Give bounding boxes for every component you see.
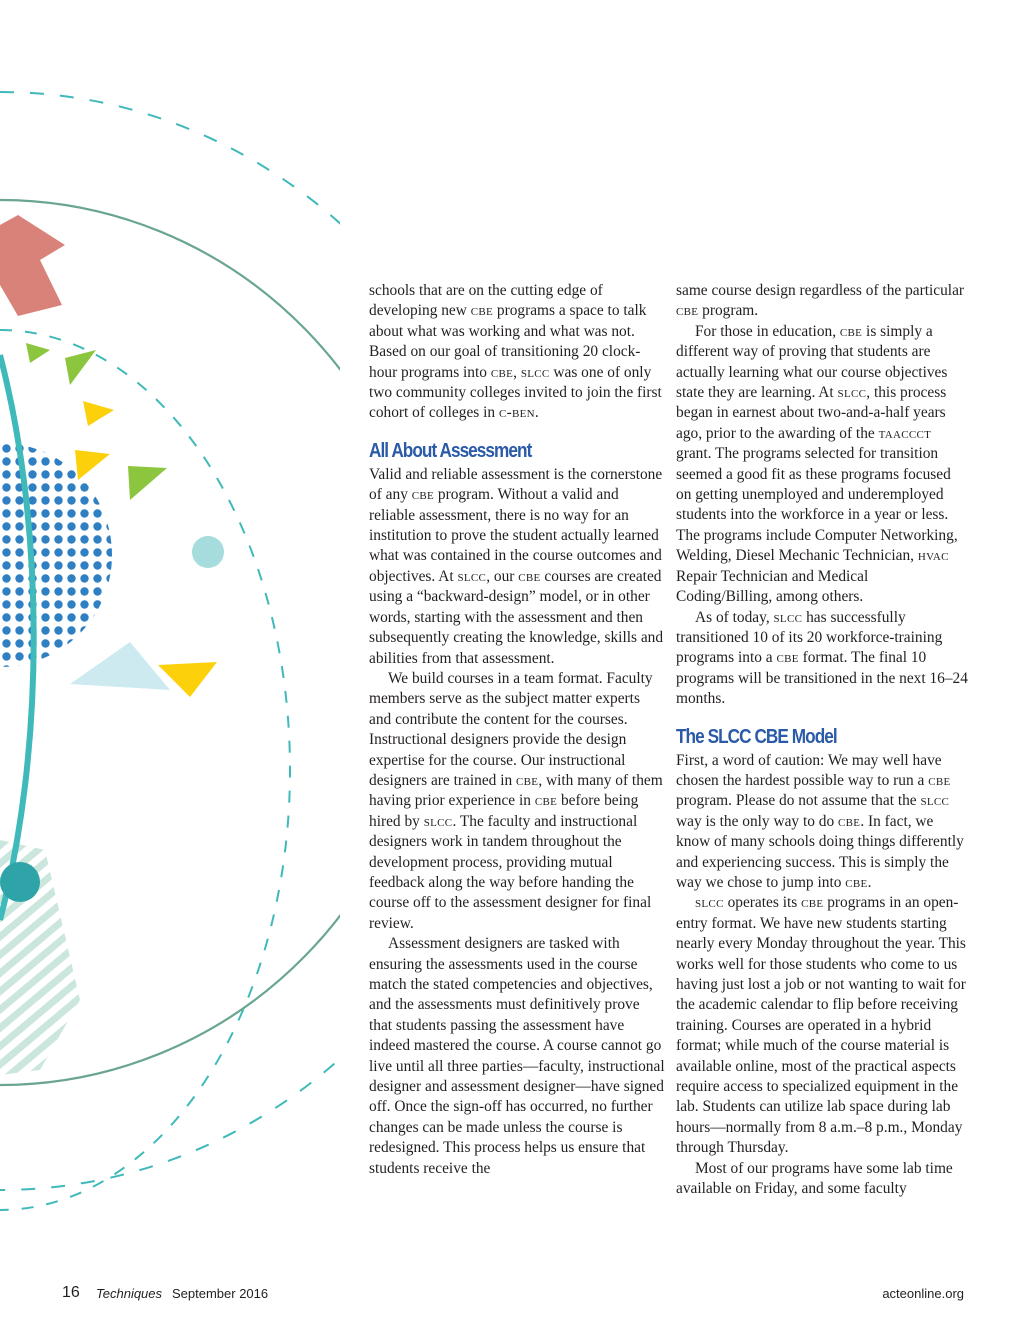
- paragraph: For those in education, cbe is simply a different way of proving that students are actually learning what our course objectives state they are learning. At slcc, this process began in earnest about two-and-a-half years ago, prior to the awarding of the taaccct grant. The programs selected for transition seemed a good fit as these programs focused on getting unemployed and underemployed students into the workforce in a year or less. The programs include Computer Networking, Welding, Diesel Mechanic Technician, hvac Repair Technician and Medical Coding/Billing, among others.: [676, 322, 958, 606]
- section-heading: All About Assessment: [369, 439, 532, 462]
- article-column-right: [676, 281, 968, 1199]
- article-column-left: [369, 281, 665, 1179]
- magazine-title: Techniques: [96, 1286, 163, 1301]
- teal-dot: [0, 862, 40, 902]
- yellow-triangle: [158, 662, 217, 697]
- decorative-illustration: [0, 0, 340, 1220]
- yellow-triangle: [83, 401, 114, 426]
- issue-date: September 2016: [172, 1286, 269, 1301]
- aqua-dot: [192, 536, 224, 568]
- paragraph: Most of our programs have some lab time available on Friday, and some faculty: [676, 1159, 953, 1198]
- paragraph: Assessment designers are tasked with ensuring the assessments used in the course match the stated competencies and objectives, and the assessments must definitively prove that students passing the assessment have indeed mastered the course. A course cannot go live until all three parties—faculty, instructional designer and assessment designer—have signed off. Once the sign-off has occurred, no further changes can be made unless the course is redesigned. This process helps us ensure that students receive the: [369, 935, 665, 1177]
- paragraph: Valid and reliable assessment is the cornerstone of any cbe program. Without a valid and reliable assessment, there is no way for an institution to prove the student actually learned what was contained in the course outcomes and objectives. At slcc, our cbe courses are created using a “backward-design” model, or in other words, starting with the assessment and then subsequently creating the knowledge, skills and abilities from that assessment.: [369, 465, 664, 667]
- paragraph: slcc operates its cbe programs in an open-entry format. We have new students starting nearly every Monday throughout the year. This works well for those students who come to us having just lost a job or not wanting to wait for the academic calendar to flip before receiving training. Courses are operated in a hybrid format; while much of the course material is available online, most of the practical aspects require access to specialized equipment in the lab. Students can utilize lab space during lab hours—normally from 8 a.m.–8 p.m., Monday through Thursday.: [676, 894, 966, 1157]
- light-blue-triangle: [70, 642, 170, 690]
- lime-triangle: [128, 466, 167, 500]
- paragraph: First, a word of caution: We may well have chosen the hardest possible way to run a cbe program. Please do not assume that the slcc way is the only way to do cbe. In fact, we know of many schools doing things differently and experiencing success. This is simply the way we chose to jump into cbe.: [676, 751, 964, 891]
- dotted-disk: [0, 440, 115, 675]
- paragraph: same course design regardless of the particular cbe program.: [676, 282, 965, 320]
- paragraph: schools that are on the cutting edge of developing new cbe programs a space to talk about what was working and what was not. Based on our goal of transitioning 20 clock-hour programs into cbe, slcc was one of only two community colleges invited to join the first cohort of colleges in c-ben.: [369, 282, 662, 422]
- page-footer: [62, 1284, 964, 1306]
- website-url: acteonline.org: [882, 1286, 964, 1301]
- yellow-triangle: [75, 450, 110, 480]
- coral-arrow-shape: [0, 215, 65, 316]
- section-heading: The SLCC CBE Model: [676, 725, 837, 748]
- paragraph: We build courses in a team format. Faculty members serve as the subject matter experts and contribute the content for the courses. Instructional designers provide the design expertise for the course. Our instructional designers are trained in cbe, with many of them having prior experience in cbe before being hired by slcc. The faculty and instructional designers work in tandem throughout the development process, providing mutual feedback along the way before handing the course off to the assessment designer for final review.: [369, 669, 663, 932]
- lime-triangle: [65, 350, 96, 385]
- lime-triangle: [26, 343, 50, 363]
- page-number: 16: [62, 1284, 80, 1301]
- paragraph: As of today, slcc has successfully transitioned 10 of its 20 workforce-training programs into a cbe format. The final 10 programs will be transitioned in the next 16–24 months.: [676, 608, 968, 708]
